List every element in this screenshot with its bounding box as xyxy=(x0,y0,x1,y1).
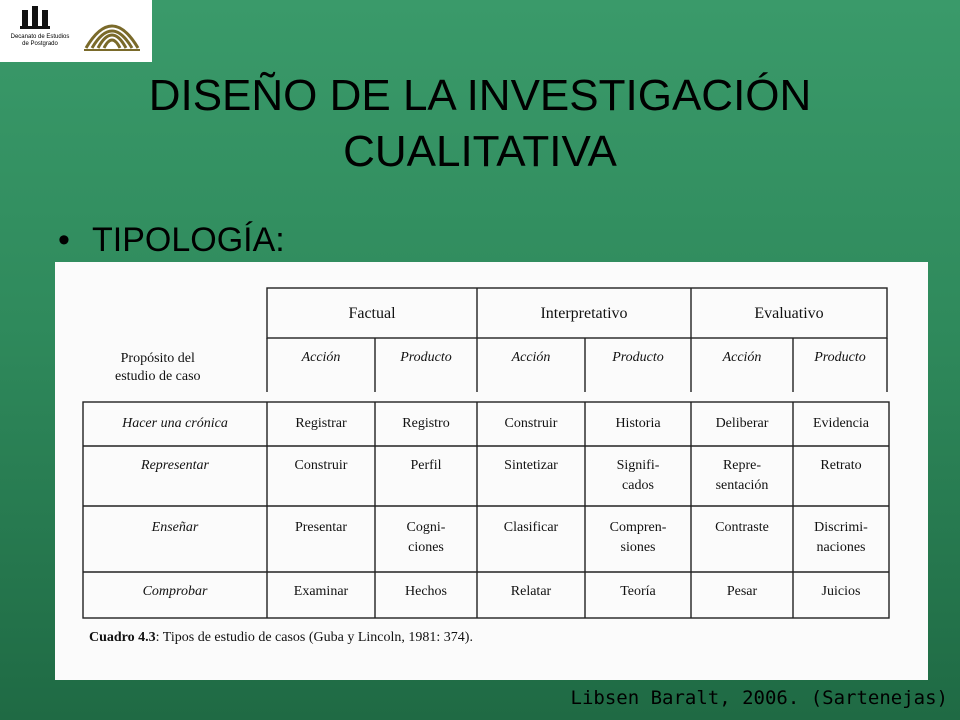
table-cell: Repre- sentación xyxy=(715,458,769,493)
row-label-ensenar: Enseñar xyxy=(151,520,199,535)
university-seal-icon xyxy=(80,8,144,54)
table-cell: Registro xyxy=(402,416,450,431)
table-cell: Registrar xyxy=(295,416,347,431)
row-header-label-line-2: estudio de caso xyxy=(115,369,201,384)
group-header-evaluativo: Evaluativo xyxy=(754,305,824,322)
subheader-5: Acción xyxy=(722,350,762,365)
table-cell: Signifi- cados xyxy=(616,458,660,493)
row-label-representar: Representar xyxy=(141,458,209,473)
table-cell: Hechos xyxy=(405,584,447,599)
table-cell: Evidencia xyxy=(813,416,869,431)
row-header-label-line-1: Propósito del xyxy=(120,351,195,366)
table-cell: Presentar xyxy=(294,520,348,535)
bullet-dot-icon: • xyxy=(58,221,70,259)
row-label-comprobar: Comprobar xyxy=(142,584,208,599)
table-cell: Discrimi- naciones xyxy=(814,520,868,555)
subheader-3: Acción xyxy=(511,350,551,365)
slide-title xyxy=(40,68,920,180)
slide-title-line-2: CUALITATIVA xyxy=(343,127,617,176)
table-cell: Examinar xyxy=(293,584,349,599)
bullet-item xyxy=(58,218,285,262)
subheader-4: Producto xyxy=(612,350,664,365)
postgraduate-logo-text: Decanato de Estudios de Postgrado xyxy=(10,34,70,47)
table-cell: Deliberar xyxy=(715,416,769,431)
table-cell: Pesar xyxy=(726,584,758,599)
source-credit: Libsen Baralt, 2006. (Sartenejas) xyxy=(570,687,948,709)
table-cell: Historia xyxy=(615,416,661,431)
table-cell: Contraste xyxy=(715,520,769,535)
table-cell: Juicios xyxy=(821,584,861,599)
subheader-2: Producto xyxy=(400,350,452,365)
table-cell: Construir xyxy=(504,416,558,431)
table-cell: Perfil xyxy=(410,458,442,473)
table-cell: Retrato xyxy=(820,458,862,473)
bullet-text: TIPOLOGÍA: xyxy=(92,221,285,259)
group-header-interpretativo: Interpretativo xyxy=(540,305,628,322)
table-cell: Teoría xyxy=(620,584,656,599)
slide-title-line-1: DISEÑO DE LA INVESTIGACIÓN xyxy=(148,71,812,120)
group-header-factual: Factual xyxy=(348,305,396,322)
subheader-1: Acción xyxy=(301,350,341,365)
table-cell: Relatar xyxy=(510,584,552,599)
scanned-table-image xyxy=(55,262,928,680)
table-caption-text: : Tipos de estudio de casos (Guba y Lincoln, 1981: 374). xyxy=(155,630,473,645)
table-cell: Compren- siones xyxy=(609,520,667,555)
postgraduate-logo-icon xyxy=(8,4,72,58)
table-caption-number: Cuadro 4.3 xyxy=(89,630,156,645)
row-label-cronica: Hacer una crónica xyxy=(122,416,228,431)
table-cell: Cogni- ciones xyxy=(406,520,446,555)
table-caption xyxy=(89,630,473,646)
subheader-6: Producto xyxy=(814,350,866,365)
table-cell: Sintetizar xyxy=(504,458,558,473)
table-cell: Clasificar xyxy=(503,520,559,535)
table-cell: Construir xyxy=(294,458,348,473)
row-header-label xyxy=(115,350,201,386)
header-logos xyxy=(0,0,152,62)
